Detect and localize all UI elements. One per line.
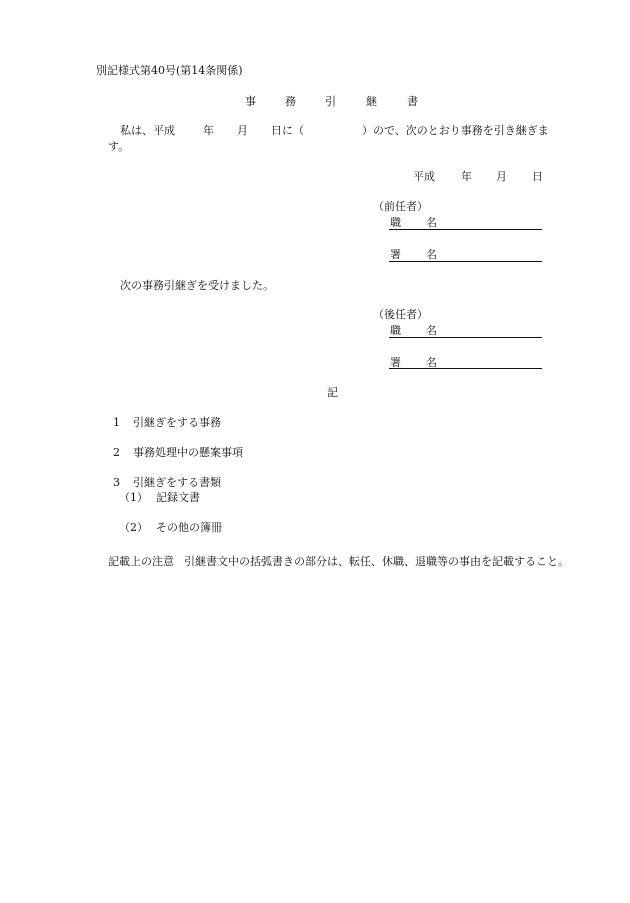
statement-text-line2: す。 bbox=[108, 140, 130, 153]
subitem-text: その他の簿冊 bbox=[156, 521, 222, 534]
date-month-label: 月 bbox=[496, 170, 507, 183]
item-text: 引継ぎをする書類 bbox=[133, 476, 221, 489]
successor-sign-label: 署 bbox=[390, 356, 401, 369]
statement-text-cont: ）ので、次のとおり事務を引き継ぎま bbox=[362, 124, 549, 137]
statement-year-label: 年 bbox=[203, 124, 214, 137]
successor-sign-line bbox=[389, 368, 542, 369]
subitem-number: （2） bbox=[119, 521, 148, 534]
item-text: 引継ぎをする事務 bbox=[133, 416, 221, 429]
predecessor-sign-line bbox=[389, 261, 542, 262]
predecessor-heading: （前任者） bbox=[373, 200, 428, 213]
statement-text: 私は、平成 bbox=[120, 124, 175, 137]
item-number: 2 bbox=[113, 446, 120, 459]
date-era: 平成 bbox=[413, 170, 435, 183]
title-char: 引 bbox=[325, 95, 336, 108]
predecessor-sign-label: 名 bbox=[426, 248, 437, 261]
predecessor-sign-label: 署 bbox=[390, 248, 401, 261]
received-statement: 次の事務引継ぎを受けました。 bbox=[120, 279, 274, 292]
successor-post-label: 職 bbox=[390, 324, 401, 337]
note-label: 記載上の注意 bbox=[108, 555, 174, 568]
title-char: 務 bbox=[285, 95, 296, 108]
item-text: 事務処理中の懸案事項 bbox=[133, 446, 243, 459]
ki-heading: 記 bbox=[327, 386, 338, 399]
date-year-label: 年 bbox=[461, 170, 472, 183]
statement-day-label: 日に（ bbox=[271, 124, 304, 137]
successor-heading: （後任者） bbox=[373, 308, 428, 321]
statement-month-label: 月 bbox=[237, 124, 248, 137]
form-label: 別記様式第40号(第14条関係) bbox=[96, 64, 243, 77]
predecessor-post-label: 名 bbox=[426, 216, 437, 229]
date-day-label: 日 bbox=[532, 170, 543, 183]
successor-post-line bbox=[389, 337, 542, 338]
subitem-text: 記録文書 bbox=[156, 491, 200, 504]
title-char: 事 bbox=[245, 95, 256, 108]
subitem-number: （1） bbox=[119, 491, 148, 504]
item-number: 3 bbox=[113, 476, 120, 489]
title-char: 書 bbox=[407, 95, 418, 108]
predecessor-post-label: 職 bbox=[390, 216, 401, 229]
predecessor-post-line bbox=[389, 229, 542, 230]
successor-post-label: 名 bbox=[426, 324, 437, 337]
item-number: 1 bbox=[113, 416, 120, 429]
note-text: 引継書文中の括弧書きの部分は、転任、休職、退職等の事由を記載すること。 bbox=[184, 555, 569, 568]
successor-sign-label: 名 bbox=[426, 356, 437, 369]
title-char: 継 bbox=[366, 95, 377, 108]
